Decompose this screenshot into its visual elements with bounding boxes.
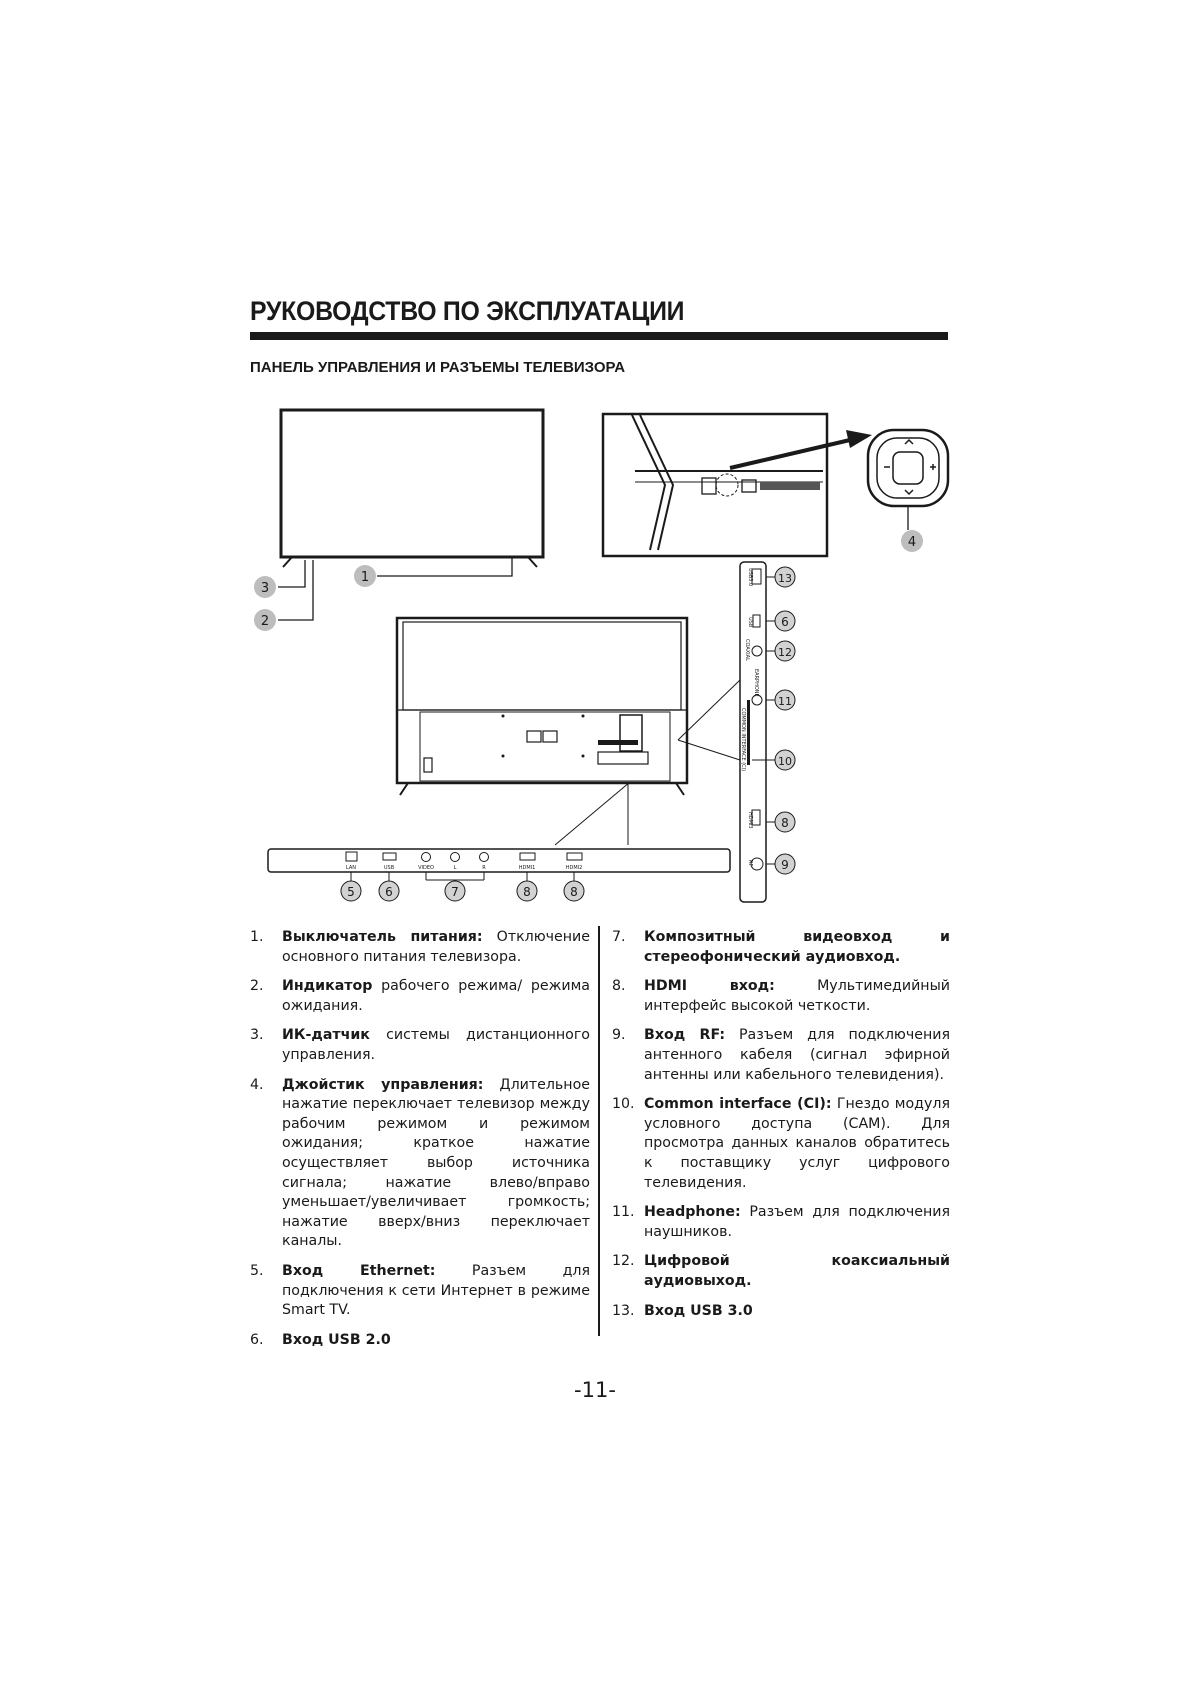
callout-8-bottom-a: 8 (523, 885, 531, 899)
callout-11: 11 (778, 695, 792, 708)
list-item: 10. Common interface (CI): Гнездо модуля условного доступа (CAM). Для просмотра данных каналов обратитесь к поставщику услуг цифрового телевидения. (612, 1096, 950, 1191)
callout-3: 3 (260, 581, 270, 596)
list-item: 9. Вход RF: Разъем для подключения антенного кабеля (сигнал эфирной антенны или кабельного телевидения). (612, 1027, 950, 1083)
callout-9: 9 (781, 858, 789, 872)
list-item: 5. Вход Ethernet: Разъем для подключения к сети Интернет в режиме Smart TV. (250, 1262, 591, 1319)
callout-8-bottom-b: 8 (570, 885, 578, 899)
joystick-icon (868, 430, 948, 530)
section-title: ПАНЕЛЬ УПРАВЛЕНИЯ И РАЗЪЕМЫ ТЕЛЕВИЗОРА (250, 359, 626, 376)
callout-2: 2 (260, 614, 270, 629)
page-number: -11- (574, 1378, 616, 1402)
side-label-ci: COMMON INTERFACE (CI) (740, 708, 746, 772)
list-item: 8. HDMI вход: Мультимедийный интерфейс высокой четкости. (612, 978, 950, 1014)
description-list-right (612, 928, 950, 1331)
port-label-lan: LAN (345, 865, 357, 871)
callout-4: 4 (907, 535, 917, 550)
callout-1: 1 (360, 570, 370, 585)
list-item: 7. Композитный видеовход и стереофонический аудиовход. (612, 929, 950, 965)
column-divider (598, 926, 600, 1336)
tv-front-screen (281, 410, 543, 557)
callout-5: 5 (347, 885, 355, 899)
port-label-video: VIDEO (418, 865, 434, 871)
list-item: 11. Headphone: Разъем для подключения наушников. (612, 1204, 950, 1240)
side-label-coaxial: COAXIAL (744, 639, 750, 661)
port-label-l: L (453, 865, 457, 871)
tv-back-view (397, 618, 687, 795)
callout-12: 12 (778, 646, 792, 659)
side-label-hdmi3: HDMI3 (747, 812, 753, 829)
port-label-hdmi1: HDMI1 (518, 865, 536, 871)
callout-7: 7 (451, 885, 459, 899)
list-item: 4. Джойстик управления: Длительное нажатие переключает телевизор между рабочим режимом и режимом ожидания; краткое нажатие осуществляет выбор источника сигнала; нажатие влево/вправо уменьшает/увеличивает громкость; нажатие вверх/вниз переключает каналы. (250, 1076, 590, 1250)
callout-6-side: 6 (781, 615, 789, 629)
callout-8-side: 8 (781, 816, 789, 830)
list-item: 3. ИК-датчик системы дистанционного управления. (250, 1027, 590, 1063)
list-item: 12. Цифровой коаксиальный аудиовыход. (612, 1253, 950, 1289)
port-label-r: R (482, 865, 486, 871)
list-item: 6. Вход USB 2.0 (250, 1331, 391, 1348)
side-label-earphone: EARPHONE (753, 669, 759, 697)
side-label-usb: USB (747, 617, 753, 628)
list-item: 2. Индикатор рабочего режима/ режима ожидания. (250, 978, 590, 1014)
callout-10: 10 (778, 755, 792, 768)
port-label-usb: USB (383, 865, 395, 871)
callout-6-bottom: 6 (385, 885, 393, 899)
list-item: 13. Вход USB 3.0 (612, 1302, 753, 1319)
side-label-rf: RF (747, 860, 753, 867)
page-title: РУКОВОДСТВО ПО ЭКСПЛУАТАЦИИ (250, 296, 685, 326)
bottom-port-panel (268, 849, 730, 872)
list-item: 1. Выключатель питания: Отключение основного питания телевизора. (250, 929, 590, 965)
side-label-usb3: USB3.0 (747, 568, 753, 587)
description-list-left (250, 928, 590, 1360)
port-label-hdmi2: HDMI2 (565, 865, 583, 871)
callout-13: 13 (778, 572, 792, 585)
